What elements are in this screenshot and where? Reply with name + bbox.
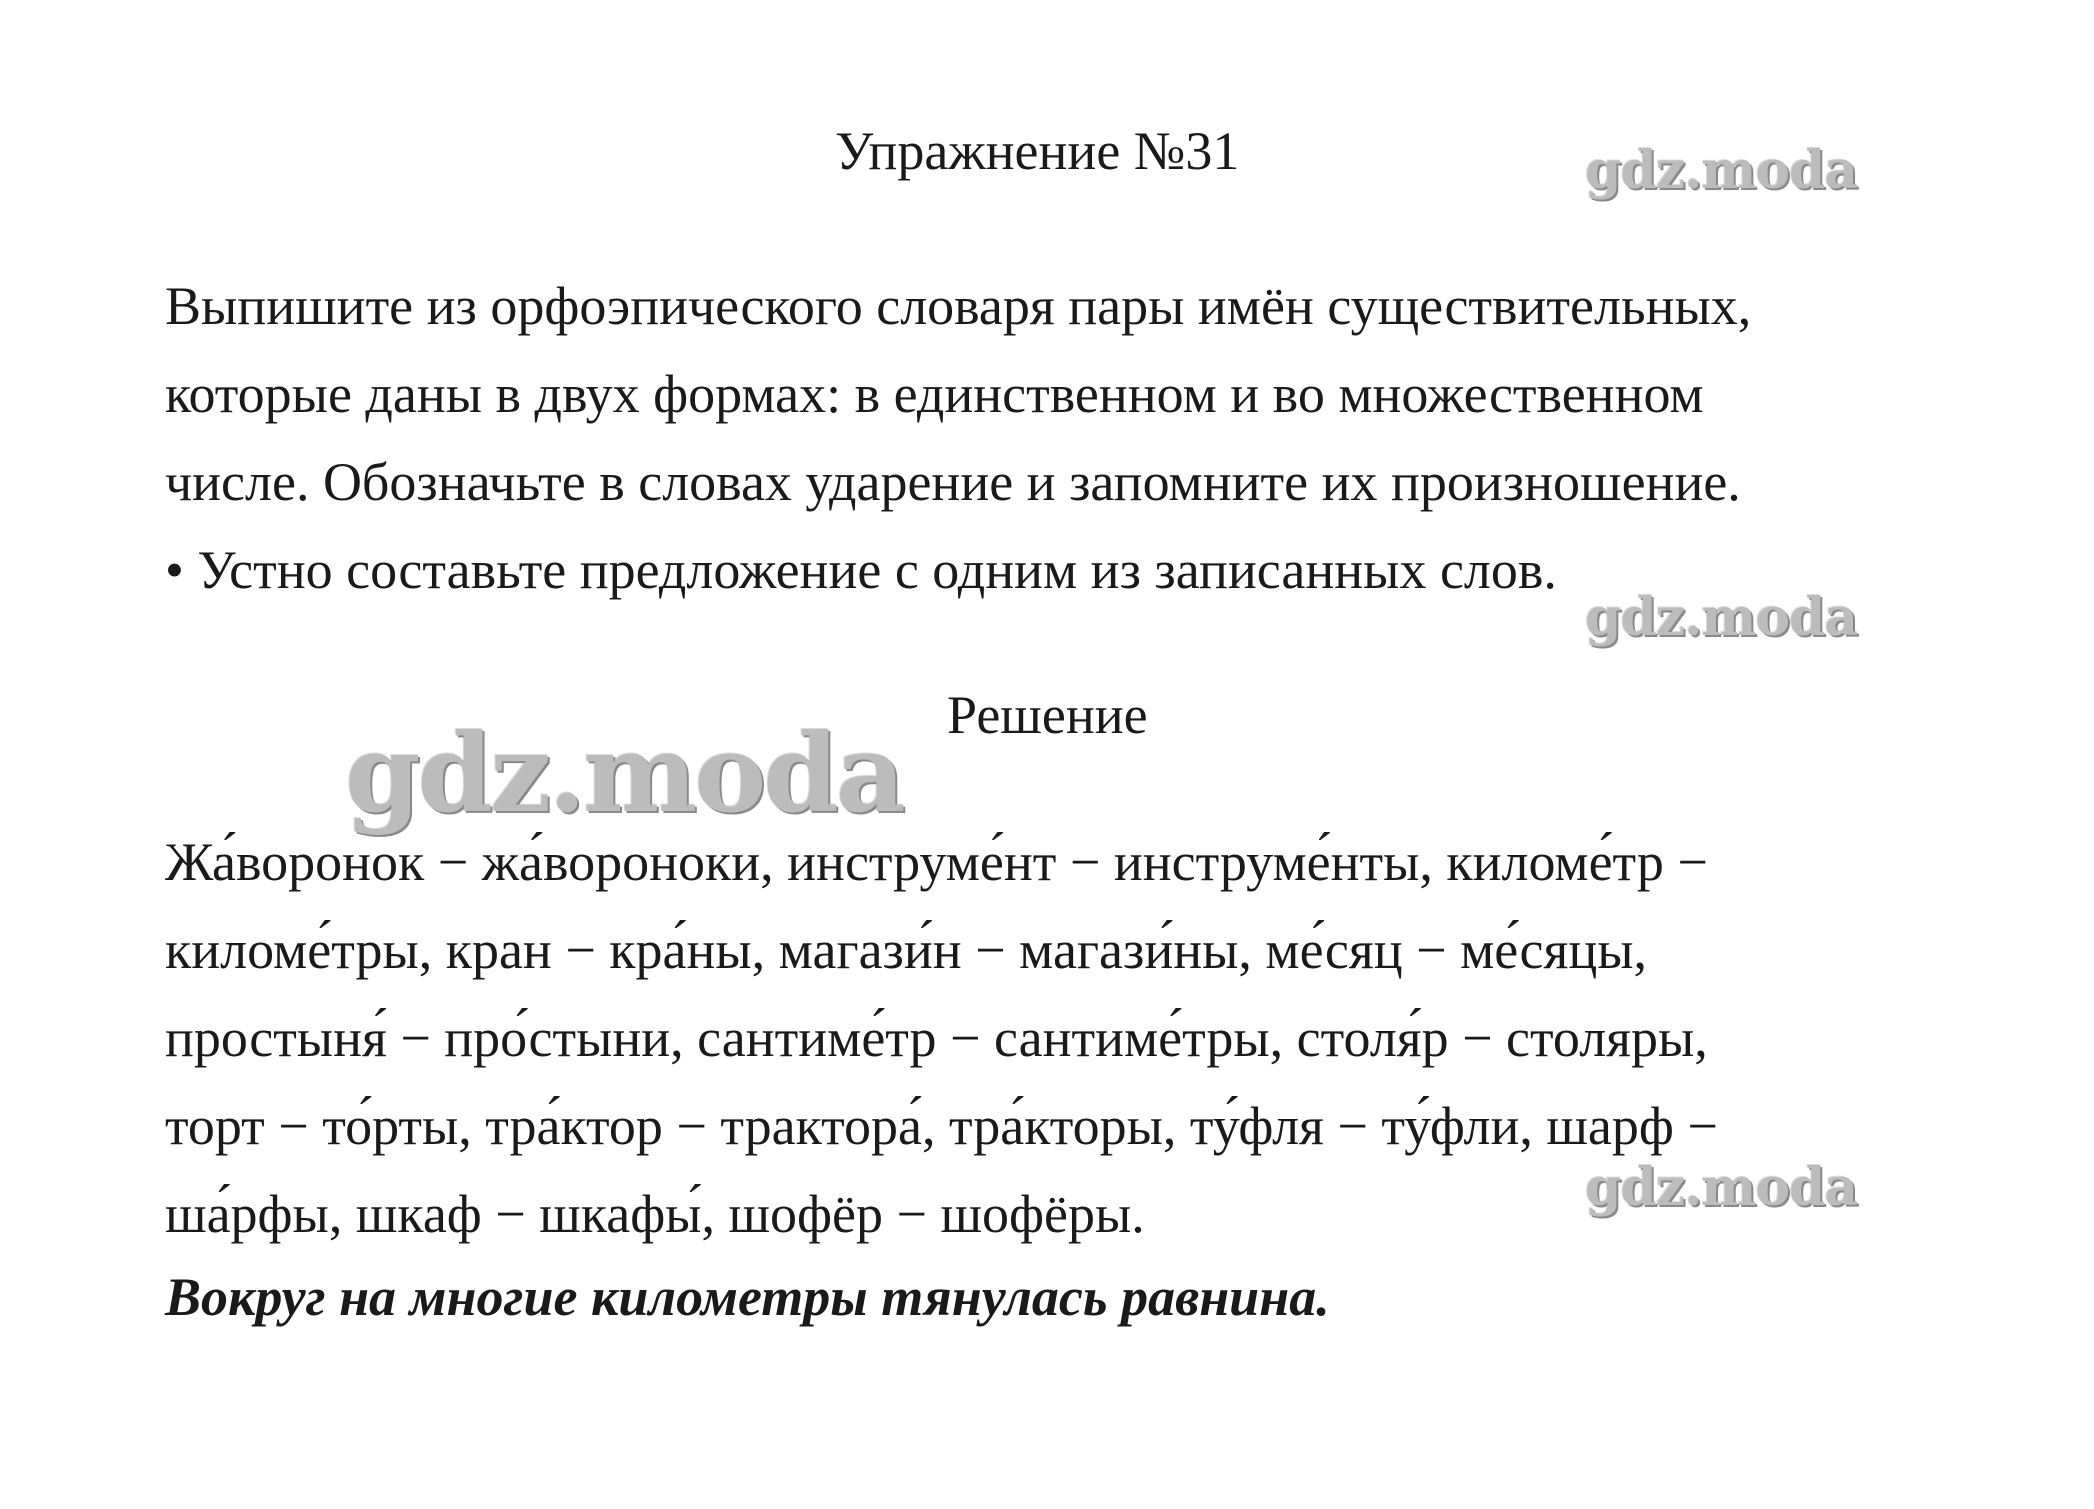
task-line: • Устно составьте предложение с одним из записанных слов. (165, 540, 1557, 600)
task-line: Выпишите из орфоэпического словаря пары имён существительных, (165, 276, 1752, 336)
answer-line: ша́рфы, шкаф − шкафы́, шофёр − шофёры. (165, 1184, 1145, 1244)
task-text (165, 262, 1965, 614)
task-line: числе. Обозначьте в словах ударение и запомните их произношение. (165, 452, 1741, 512)
watermark-logo: gdz.moda (1585, 587, 1858, 648)
task-line: которые даны в двух формах: в единственном и во множественном (165, 364, 1704, 424)
watermark-logo: gdz.moda (1585, 140, 1858, 201)
answer-line: Жа́воронок − жа́вороноки, инструме́нт − инструме́нты, киломе́тр − (165, 832, 1708, 892)
watermark-logo: gdz.moda (1585, 1157, 1858, 1218)
solution-title: Решение (947, 685, 1148, 745)
exercise-title: Упражнение №31 (835, 121, 1240, 181)
answer-line: простыня́ − про́стыни, сантиме́тр − сантиме́тры, столя́р − столяры, (165, 1008, 1708, 1068)
answer-line: торт − то́рты, тра́ктор − трактора́, тра́кторы, ту́фля − ту́фли, шарф − (165, 1096, 1718, 1156)
example-sentence: Вокруг на многие километры тянулась равнина. (165, 1267, 1330, 1327)
answer-line: киломе́тры, кран − кра́ны, магази́н − магази́ны, ме́сяц − ме́сяцы, (165, 920, 1648, 980)
watermark-logo: gdz.moda (345, 711, 903, 837)
